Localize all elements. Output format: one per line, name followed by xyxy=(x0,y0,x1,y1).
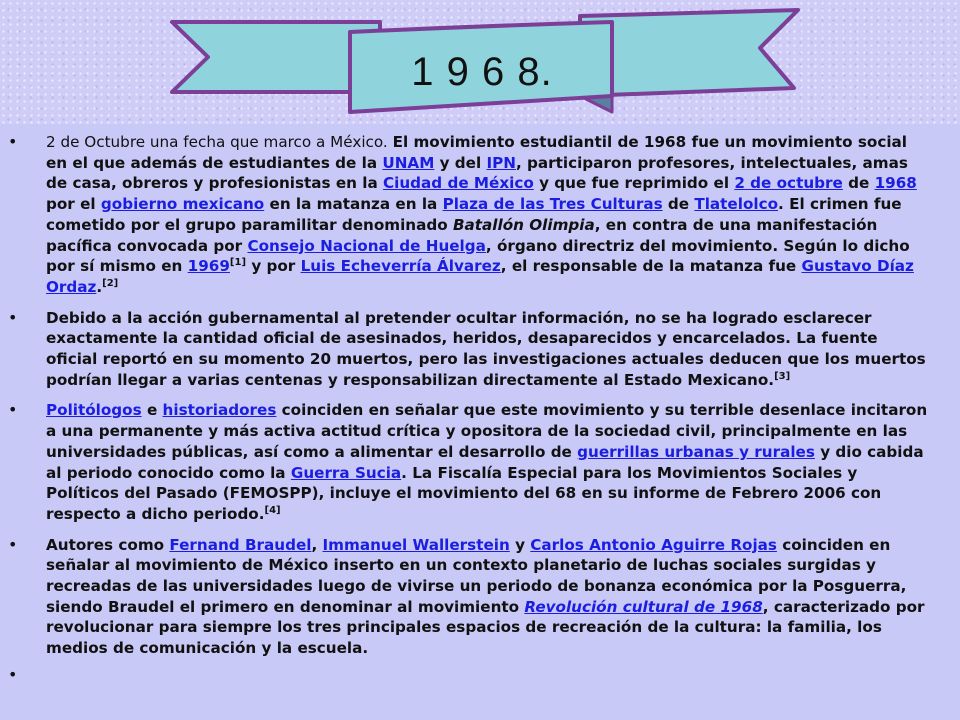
footnote-ref[interactable]: [3] xyxy=(774,370,791,382)
bullet-list xyxy=(0,124,960,685)
link-revolucion-cultural[interactable]: Revolución cultural de 1968 xyxy=(524,597,763,616)
link-guerrillas[interactable]: guerrillas urbanas y rurales xyxy=(577,442,815,461)
text: . La Fiscalía Especial para los Movimientos Sociales y Políticos del Pasado (FEMOSPP), incluye el movimiento del 68 en su informe de Febrero 2006 con respecto a dicho periodo. xyxy=(46,463,882,523)
text: por el xyxy=(46,195,101,214)
link-2-de-octubre[interactable]: 2 de octubre xyxy=(734,174,843,193)
bullet-icon: • xyxy=(8,534,18,554)
text-italic: Batallón Olimpia xyxy=(452,215,595,234)
link-gobierno-mexicano[interactable]: gobierno mexicano xyxy=(100,195,265,214)
link-tlatelolco[interactable]: Tlatelolco xyxy=(694,195,779,214)
link-ipn[interactable]: IPN xyxy=(486,153,516,172)
link-politologos[interactable]: Politólogos xyxy=(46,401,142,420)
text: , xyxy=(311,535,323,554)
bullet-icon: • xyxy=(8,307,18,327)
footnote-ref[interactable]: [2] xyxy=(102,277,119,289)
text: , participaron profesores, intelectuales, amas de casa, obreros y profesionistas en la xyxy=(46,153,908,193)
footnote-ref[interactable]: [1] xyxy=(229,257,247,269)
text: en la matanza en la xyxy=(264,195,443,214)
text: . El crimen fue cometido por el grupo paramilitar denominado xyxy=(46,195,902,234)
link-1969[interactable]: 1969 xyxy=(187,257,230,276)
link-historiadores[interactable]: historiadores xyxy=(162,401,277,420)
text: 2 de Octubre una fecha que marco a México. xyxy=(46,133,393,151)
footnote-ref[interactable]: [4] xyxy=(264,504,281,516)
bullet-icon: • xyxy=(8,664,18,684)
list-item-empty xyxy=(0,665,960,685)
bullet-icon: • xyxy=(8,400,18,420)
bullet-icon: • xyxy=(8,132,18,151)
link-carlos-aguirre-rojas[interactable]: Carlos Antonio Aguirre Rojas xyxy=(530,535,777,554)
content-area xyxy=(0,124,960,720)
text: El movimiento estudiantil de 1968 fue un movimiento social en el que además de estudiantes de la xyxy=(46,133,908,172)
text: , el responsable de la matanza fue xyxy=(500,257,802,276)
link-consejo-nacional-huelga[interactable]: Consejo Nacional de Huelga xyxy=(247,236,486,255)
text: y que fue reprimido el xyxy=(533,174,735,193)
link-plaza-tres-culturas[interactable]: Plaza de las Tres Culturas xyxy=(442,195,663,214)
text: de xyxy=(662,195,695,214)
text: , órgano directriz del movimiento. Según lo dicho por sí mismo en xyxy=(46,236,910,276)
link-ciudad-de-mexico[interactable]: Ciudad de México xyxy=(383,174,534,193)
list-item xyxy=(0,132,960,298)
text: . xyxy=(96,277,103,296)
text: , caracterizado por revolucionar para siempre los tres principales espacios de recreación de la cultura: la familia, los medios de comunicación y la escuela. xyxy=(46,597,925,658)
list-item xyxy=(0,535,960,659)
link-immanuel-wallerstein[interactable]: Immanuel Wallerstein xyxy=(322,535,510,554)
list-item xyxy=(0,400,960,524)
text: y xyxy=(509,535,531,554)
slide-title: 1 9 6 8. xyxy=(411,49,553,94)
text: , en contra de una manifestación pacífica convocada por xyxy=(46,215,878,255)
text: e xyxy=(141,401,163,420)
header-banner xyxy=(0,0,960,126)
list-item xyxy=(0,308,960,391)
text: y por xyxy=(246,257,301,276)
link-luis-echeverria[interactable]: Luis Echeverría Álvarez xyxy=(300,257,501,276)
text: Debido a la acción gubernamental al pretender ocultar información, no se ha logrado esclarecer exactamente la cantidad oficial de asesinados, heridos, desaparecidos y encarcelados. La fuente oficial reportó en su momento 20 muertos, pero las investigaciones actuales deducen que los muertos podrían llegar a varias centenas y responsabilizan directamente al Estado Mexicano. xyxy=(46,308,926,389)
link-unam[interactable]: UNAM xyxy=(382,153,435,172)
text: coinciden en señalar que este movimiento y su terrible desenlace incitaron a una permanente y más activa actitud crítica y opositora de la sociedad civil, principalmente en las universidades públicas, así como a alimentar el desarrollo de xyxy=(46,401,928,461)
text: de xyxy=(842,174,875,193)
text: y del xyxy=(434,153,487,172)
link-guerra-sucia[interactable]: Guerra Sucia xyxy=(290,463,402,482)
text: y dio cabida al periodo conocido como la xyxy=(46,442,924,482)
link-1968[interactable]: 1968 xyxy=(874,174,917,193)
text: coinciden en señalar al movimiento de México inserto en un contexto planetario de luchas sociales surgidas y recreadas de las universidades luego de vivirse un periodo de bonanza económica por la Posguerra, siendo Braudel el primero en denominar al movimiento xyxy=(46,535,907,616)
link-gustavo-diaz-ordaz[interactable]: Gustavo Díaz Ordaz xyxy=(46,257,914,296)
text: Autores como xyxy=(46,535,170,554)
link-fernand-braudel[interactable]: Fernand Braudel xyxy=(169,535,312,554)
